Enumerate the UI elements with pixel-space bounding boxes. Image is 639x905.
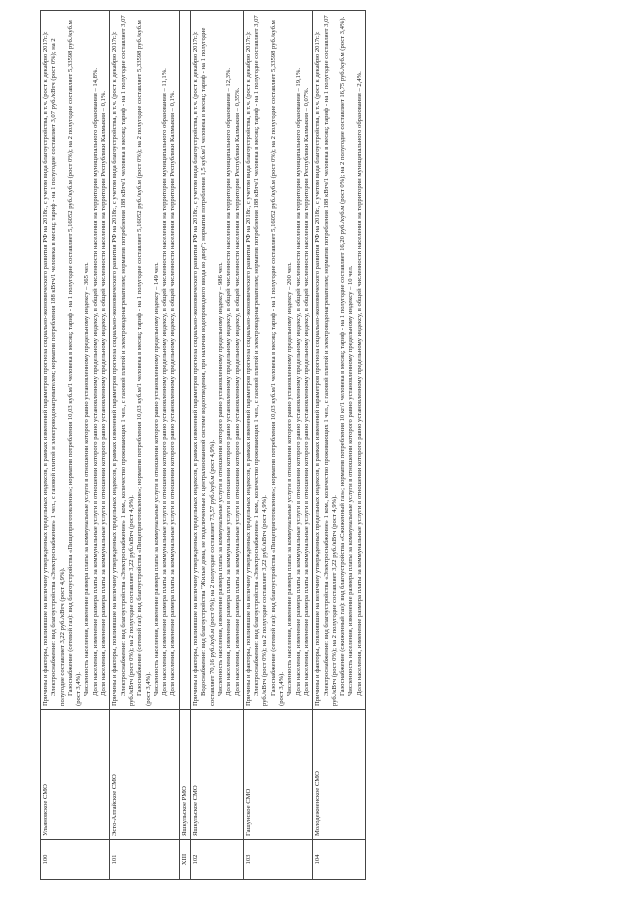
municipality-name: Гашунское СМО <box>243 710 312 840</box>
rotated-table-sheet <box>40 10 600 880</box>
description-line: Доля населения, изменение размера платы за коммунальные услуги в отношении которого равно установленному предельному индексу, в общей численности населения на территории муниципального образования – 12,3%. <box>225 67 233 696</box>
description-line: Электроснабжение: вид благоустройства «Электроснабжение» 1 ком., количество проживающих 1 чел., с газовой плитой и электроводонагревателем; норматив потребления 188 кВтч/1 человека в месяц; тариф - на 1 полугодие составляет 3,07 руб./кВтч (рост 0%); на 2 полугодие составляет 3,22 руб./кВтч (рост 4,9%). <box>119 15 135 706</box>
description-line: Доля населения, изменение размера платы за коммунальные услуги в отношении которого равно установленному предельному индексу, в общей численности населения на территории муниципального образования – 11,1%. <box>161 68 169 696</box>
description-line: Электроснабжение: вид благоустройства «Электроснабжение» 1 чел., с газовой плитой и электроводонагревателем; норматив потребления 188 кВтч/1 человека в месяц; тариф - на 1 полугодие составляет 3,07 руб./кВтч (рост 0%); на 2 полугодие составляет 3,22 руб./кВтч (рост 4,9%). <box>50 38 66 706</box>
description-line: Причины и факторы, повлиявшие на величину утвержденных предельных индексов, в рамках изменений параметров прогноза социально-экономического развития РФ на 2018г., с учетом вида благоустройства, в т.ч. (рост к декабрю 2017г.): <box>111 31 119 706</box>
description-line: Численность населения, изменение размера платы за коммунальные услуги в отношении которого равно установленному предельному индексу – 986 чел. <box>216 262 224 696</box>
description-line: Численность населения, изменение размера платы за коммунальные услуги в отношении которого равно установленному предельному индексу – 10 чел. <box>347 265 355 696</box>
description-line: Газоснабжение (сетевой газ): вид благоустройства «Пищеприготовление»; норматив потребления 10,03 куб.м/1 человека в месяц; тариф - на 1 полугодие составляет 5,16052 руб./куб.м (рост 0%); на 2 полугодие составляет 5,33598 руб./куб.м (рост 3,4%). <box>269 20 286 706</box>
description-line: Причины и факторы, повлиявшие на величину утвержденных предельных индексов, в рамках изменений параметров прогноза социально-экономического развития РФ на 2018г., с учетом вида благоустройства, в т.ч. (рост к декабрю 2017г.): <box>42 31 49 706</box>
section-name: Яшкульское РМО <box>179 710 190 840</box>
row-number: 101 <box>110 840 179 880</box>
table-row <box>243 11 312 880</box>
description-line: Доля населения, изменение размера платы за коммунальные услуги в отношении которого равно установленному предельному индексу, в общей численности населения на территории Республики Калмыкия – 0,1%. <box>100 91 108 696</box>
description-line: Причины и факторы, повлиявшие на величину утвержденных предельных индексов, в рамках изменений параметров прогноза социально-экономического развития РФ на 2018г., с учетом вида благоустройства, в т.ч. (рост к декабрю 2017г.): <box>314 31 322 706</box>
indices-table <box>40 10 366 880</box>
section-number: XIII <box>179 840 190 880</box>
municipality-name: Ульяновское СМО <box>41 710 110 840</box>
description-line: Водоснабжение: вид благоустройства "Жилые дома, не подключенные к централизованной системе водоотведения, при наличии водопроводного ввода во двор"; норматив потребления 1,5 куб.м/1 человека в месяц; тариф - на 1 полугодие составляет 70,16 руб./куб.м (рост 0%); на 2 полугодие составляет 73,57 руб./куб.м (рост 4,9%). <box>200 27 216 706</box>
row-number: 100 <box>41 840 110 880</box>
municipality-name: Яшкульское СМО <box>191 710 244 840</box>
table-row <box>191 11 244 880</box>
description-line: Газоснабжение (сетевой газ): вид благоустройства «Пищеприготовление»; норматив потребления 10,03 куб.м/1 человека в месяц; тариф - на 1 полугодие составляет 5,16052 руб./куб.м (рост 0%); на 2 полугодие составляет 5,33598 руб./куб.м (рост 3,4%). <box>66 20 83 706</box>
description-line: Причины и факторы, повлиявшие на величину утвержденных предельных индексов, в рамках изменений параметров прогноза социально-экономического развития РФ на 2018г., с учетом вида благоустройства, в т.ч. (рост к декабрю 2017г.): <box>244 31 252 706</box>
description-line: Газоснабжение (сжиженный газ): вид благоустройства «Сжиженный газ»; норматив потребления 10 кг/1 человека в месяц; тариф - на 1 полугодие составляет 16,20 руб./куб.м (рост 0%); на 2 полугодие составляет 16,75 руб./куб.м (рост 3,4%). <box>339 16 347 696</box>
section-row <box>179 11 190 880</box>
row-description <box>41 11 110 710</box>
row-description <box>191 11 244 710</box>
description-line: Электроснабжение: вид благоустройства «Электроснабжение» 1 ком., количество проживающих 1 чел., с газовой плитой и электроводонагревателем; норматив потребления 188 кВтч/1 человека в месяц; тариф - на 1 полугодие составляет 3,07 руб./кВтч (рост 0%); на 2 полугодие составляет 3,22 руб./кВтч (рост 4,9%). <box>253 15 269 706</box>
row-number: 102 <box>191 840 244 880</box>
description-line: Численность населения, изменение размера платы за коммунальные услуги в отношении которого равно установленному предельному индексу – 200 чел. <box>286 262 294 696</box>
table-row <box>41 11 110 880</box>
row-description <box>313 11 366 710</box>
row-description <box>110 11 179 710</box>
municipality-name: Эсто-Алтайское СМО <box>110 710 179 840</box>
row-number: 104 <box>313 840 366 880</box>
table-row <box>313 11 366 880</box>
description-line: Газоснабжение (сетевой газ): вид благоустройства «Пищеприготовление»; норматив потребления 10,03 куб.м/1 человека в месяц; тариф - на 1 полугодие составляет 5,16052 руб./куб.м (рост 0%); на 2 полугодие составляет 5,33598 руб./куб.м (рост 3,4%). <box>136 20 152 706</box>
description-line: Причины и факторы, повлиявшие на величину утвержденных предельных индексов, в рамках изменений параметров прогноза социально-экономического развития РФ на 2018г., с учетом вида благоустройства, в т.ч. (рост к декабрю 2017г.): <box>192 31 200 706</box>
section-empty-cell <box>179 11 190 710</box>
description-line: Доля населения, изменение размера платы за коммунальные услуги в отношении которого равно установленному предельному индексу, в общей численности населения на территории муниципального образования – 19,1%. <box>294 67 302 696</box>
description-line: Численность населения, изменение размера платы за коммунальные услуги в отношении которого равно установленному предельному индексу – 149 чел. <box>152 262 160 696</box>
description-line: Численность населения, изменение размера платы за коммунальные услуги в отношении которого равно установленному предельному индексу – 365 чел. <box>83 262 91 696</box>
description-line: Доля населения, изменение размера платы за коммунальные услуги в отношении которого равно установленному предельному индексу, в общей численности населения на территории муниципального образования – 2,4%. <box>355 71 363 696</box>
table-row <box>110 11 179 880</box>
description-line: Доля населения, изменение размера платы за коммунальные услуги в отношении которого равно установленному предельному индексу, в общей численности населения на территории Республики Калмыкия – 0,07%. <box>302 87 310 696</box>
description-line: Доля населения, изменение размера платы за коммунальные услуги в отношении которого равно установленному предельному индексу, в общей численности населения на территории Республики Калмыкия – 0,1%. <box>169 91 177 696</box>
row-description <box>243 11 312 710</box>
description-line: Доля населения, изменение размера платы за коммунальные услуги в отношении которого равно установленному предельному индексу, в общей численности населения на территории Республики Калмыкия – 0,35%. <box>233 87 241 696</box>
description-line: Электроснабжение: вид благоустройства «Электроснабжение» 1 ком., количество проживающих 1 чел., с газовой плитой и электроводонагревателем; норматив потребления 188 кВтч/1 человека в месяц; тариф - на 1 полугодие составляет 3,07 руб./кВтч (рост 0%); на 2 полугодие составляет 3,22 руб./кВтч (рост 4,9%). <box>322 15 338 706</box>
description-line: Доля населения, изменение размера платы за коммунальные услуги в отношении которого равно установленному предельному индексу, в общей численности населения на территории муниципального образования – 14,8%. <box>91 67 99 696</box>
municipality-name: Молодежненское СМО <box>313 710 366 840</box>
row-number: 103 <box>243 840 312 880</box>
